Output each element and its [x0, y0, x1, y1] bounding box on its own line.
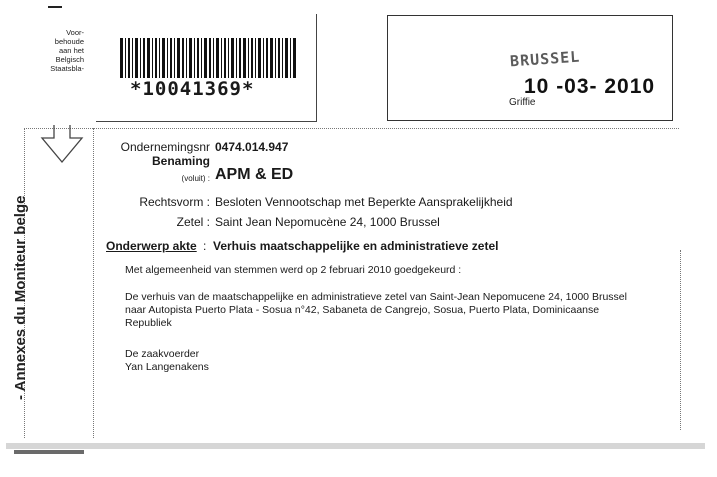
stamp-office: Griffie: [509, 97, 536, 108]
barcode-number: *10041369*: [130, 78, 255, 100]
side-margin-text: - Annexes du Moniteur belge: [12, 195, 29, 400]
body-line-1: Met algemeenheid van stemmen werd op 2 februari 2010 goedgekeurd :: [125, 264, 462, 276]
stamp-date: 10 -03- 2010: [524, 75, 656, 98]
zetel-label: Zetel :: [176, 215, 210, 229]
barcode-image: [118, 38, 298, 82]
benaming-sub-label: (voluit) :: [181, 174, 210, 183]
reserved-box-label: [18, 28, 84, 73]
reserved-line-2: behoude: [54, 37, 84, 46]
zetel-value: Saint Jean Nepomucène 24, 1000 Brussel: [215, 215, 440, 229]
reserved-line-1: Voor-: [66, 28, 84, 37]
signature-role: De zaakvoerder: [125, 348, 200, 360]
ondernemingsnr-value: 0474.014.947: [215, 140, 289, 154]
signature-name: Yan Langenakens: [125, 361, 209, 373]
onderwerp-colon: :: [203, 239, 207, 253]
reserved-line-4: Belgisch: [55, 55, 84, 64]
reserved-line-3: aan het: [58, 46, 84, 55]
stamp-city: BRUSSEL: [509, 47, 581, 71]
reserved-line-5: Staatsbla-: [50, 64, 84, 73]
down-arrow-icon: [40, 124, 84, 166]
rechtsvorm-label: Rechtsvorm :: [139, 195, 210, 209]
top-mark: [48, 6, 62, 8]
onderwerp-value: Verhuis maatschappelijke en administratieve zetel: [213, 239, 499, 253]
separator-line: [24, 128, 679, 129]
horizontal-scroll-track[interactable]: [6, 443, 705, 449]
margin-line-inner: [93, 128, 94, 438]
onderwerp-label: Onderwerp akte: [106, 239, 197, 253]
body-line-2: De verhuis van de maatschappelijke en administratieve zetel van Saint-Jean Nepomucene 24, 1000 Brussel: [125, 291, 627, 303]
body-line-4: Republiek: [125, 317, 172, 329]
horizontal-scroll-thumb[interactable]: [14, 450, 84, 454]
body-line-3: naar Autopista Puerto Plata - Sosua n°42, Sabaneta de Cangrejo, Sosua, Puerto Plata, Dominicaanse: [125, 304, 600, 316]
margin-line-right: [680, 250, 681, 430]
ondernemingsnr-label: Ondernemingsnr: [120, 140, 210, 154]
benaming-value: APM & ED: [215, 166, 294, 183]
benaming-label: Benaming: [151, 154, 210, 168]
rechtsvorm-value: Besloten Vennootschap met Beperkte Aansprakelijkheid: [215, 195, 513, 209]
